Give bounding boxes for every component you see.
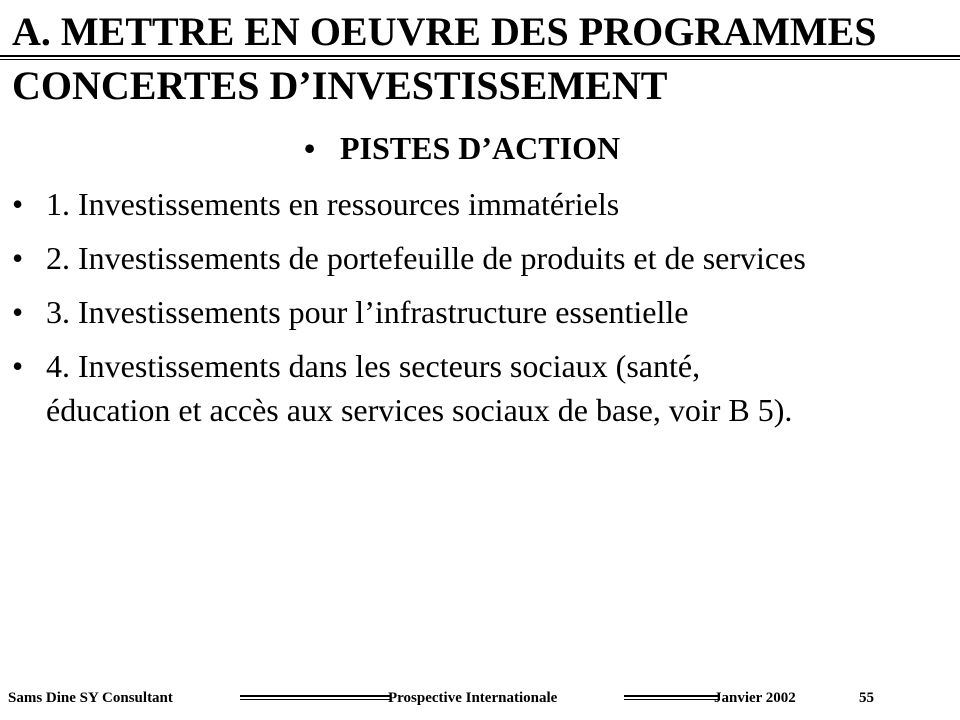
list-item-text: 2. Investissements de portefeuille de produits et de services: [46, 240, 806, 276]
footer-author: Sams Dine SY Consultant: [8, 690, 173, 706]
bullet-icon: •: [12, 294, 24, 330]
title-underline-thin: [0, 59, 960, 60]
subheading: [304, 128, 620, 168]
footer-divider: [240, 695, 390, 697]
list-item: [12, 344, 792, 432]
list-item: [12, 236, 806, 280]
subheading-text: PISTES D’ACTION: [340, 130, 621, 166]
list-item-text: 3. Investissements pour l’infrastructure essentielle: [46, 294, 689, 330]
bullet-icon: •: [12, 348, 24, 384]
list-item-continuation: éducation et accès aux services sociaux de base, voir B 5).: [46, 392, 793, 428]
page-number: 55: [859, 690, 874, 706]
list-item: [12, 182, 619, 226]
bullet-icon: •: [12, 186, 24, 222]
bullet-icon: •: [304, 130, 316, 166]
slide-title-line-2: CONCERTES D’INVESTISSEMENT: [12, 63, 668, 108]
footer-center-text: Prospective Internationale: [388, 690, 558, 706]
slide-footer: [0, 688, 960, 708]
bullet-icon: •: [12, 240, 24, 276]
slide-title-line-1: A. METTRE EN OEUVRE DES PROGRAMMES: [12, 9, 877, 54]
list-item: [12, 290, 688, 334]
list-item-text: 1. Investissements en ressources immatériels: [46, 186, 620, 222]
footer-divider: [624, 695, 720, 697]
footer-date: Janvier 2002: [714, 690, 796, 706]
list-item-text: 4. Investissements dans les secteurs sociaux (santé,: [46, 348, 701, 384]
